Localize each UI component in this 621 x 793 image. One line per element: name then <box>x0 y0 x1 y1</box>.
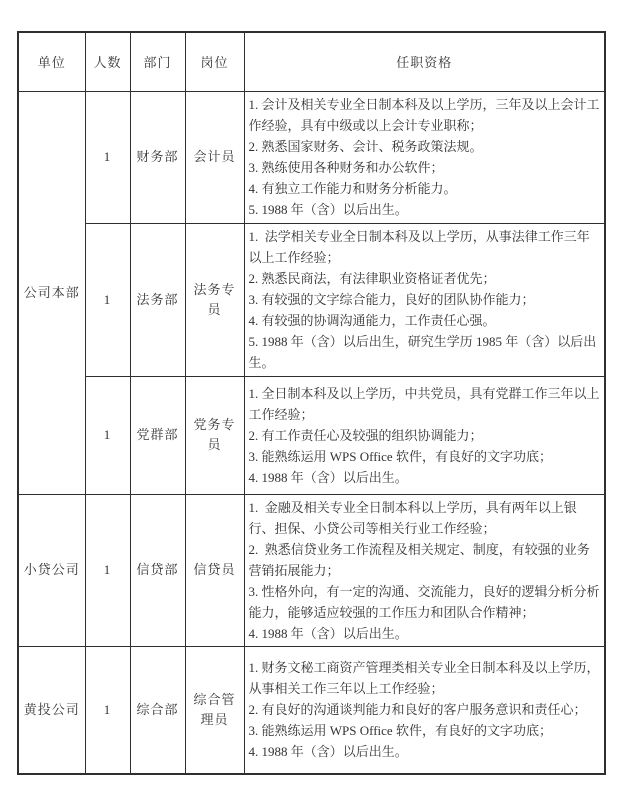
qualification-item: 2. 熟悉信贷业务工作流程及相关规定、制度，有较强的业务营销拓展能力； <box>248 541 590 578</box>
table-header-row <box>18 32 605 91</box>
table-row <box>18 91 605 223</box>
qualification-item: 2. 熟悉民商法，有法律职业资格证者优先； <box>248 271 496 286</box>
qualification-item: 3. 有较强的文字综合能力，良好的团队协作能力； <box>248 292 535 307</box>
header-cell-unit: 单位 <box>18 32 85 91</box>
qualification-item: 1. 全日制本科及以上学历，中共党员，具有党群工作三年以上工作经验； <box>248 385 600 422</box>
qualification-item: 3. 能熟练运用 WPS Office 软件，有良好的文字功底； <box>248 723 552 739</box>
table-row <box>18 646 605 774</box>
department-cell: 信贷部 <box>130 494 185 646</box>
qualification-item: 3. 性格外向，有一定的沟通、交流能力，良好的逻辑分析分析能力，能够适应较强的工作压力和团队合作精神； <box>248 583 600 620</box>
qualification-item: 4. 有独立工作能力和财务分析能力。 <box>248 181 457 196</box>
header-cell-qualifications: 任职资格 <box>244 32 605 91</box>
unit-cell: 公司本部 <box>18 91 85 494</box>
qualifications-cell <box>244 376 605 494</box>
table-row <box>18 376 605 494</box>
unit-cell: 黄投公司 <box>18 646 85 774</box>
position-cell: 党务专员 <box>185 376 244 494</box>
table-row <box>18 223 605 376</box>
qualifications-cell <box>244 494 605 646</box>
count-cell: 1 <box>85 494 130 646</box>
qualification-item: 1. 法学相关专业全日制本科及以上学历，从事法律工作三年以上工作经验； <box>248 229 590 265</box>
header-cell-count: 人数 <box>85 32 130 91</box>
position-cell: 法务专员 <box>185 223 244 376</box>
qualification-item: 2. 有工作责任心及较强的组织协调能力； <box>248 427 483 443</box>
department-cell: 法务部 <box>130 223 185 376</box>
qualifications-cell <box>244 223 605 376</box>
qualification-item: 4. 1988 年（含）以后出生。 <box>248 625 408 641</box>
qualification-item: 4. 有较强的协调沟通能力，工作责任心强。 <box>248 313 496 328</box>
department-cell: 综合部 <box>130 646 185 774</box>
qualification-item: 1. 会计及相关专业全日制本科及以上学历，三年及以上会计工作经验，具有中级或以上会计专业职称； <box>248 97 600 133</box>
unit-cell: 小贷公司 <box>18 494 85 646</box>
count-cell: 1 <box>85 91 130 223</box>
qualification-item: 5. 1988 年（含）以后出生，研究生学历 1985 年（含）以后出生。 <box>248 334 597 370</box>
qualification-item: 3. 能熟练运用 WPS Office 软件，有良好的文字功底； <box>248 448 552 464</box>
department-cell: 财务部 <box>130 91 185 223</box>
count-cell: 1 <box>85 646 130 774</box>
count-cell: 1 <box>85 223 130 376</box>
header-cell-post: 岗位 <box>185 32 244 91</box>
header-cell-dept: 部门 <box>130 32 185 91</box>
qualification-item: 2. 熟悉国家财务、会计、税务政策法规。 <box>248 139 483 154</box>
position-cell: 信贷员 <box>185 494 244 646</box>
qualifications-cell <box>244 646 605 774</box>
table-row <box>18 494 605 646</box>
qualification-item: 4. 1988 年（含）以后出生。 <box>248 469 408 485</box>
qualification-item: 5. 1988 年（含）以后出生。 <box>248 202 408 217</box>
qualification-item: 4. 1988 年（含）以后出生。 <box>248 744 408 760</box>
qualification-item: 1. 财务文秘工商资产管理类相关专业全日制本科及以上学历，从事相关工作三年以上工作经验； <box>248 660 600 697</box>
department-cell: 党群部 <box>130 376 185 494</box>
qualification-item: 2. 有良好的沟通谈判能力和良好的客户服务意识和责任心； <box>248 702 587 718</box>
qualification-item: 3. 熟练使用各种财务和办公软件； <box>248 160 444 175</box>
qualifications-cell <box>244 91 605 223</box>
table-body <box>18 91 605 774</box>
recruitment-table <box>17 31 606 775</box>
qualification-item: 1. 金融及相关专业全日制本科以上学历，具有两年以上银行、担保、小贷公司等相关行业工作经验； <box>248 499 577 536</box>
count-cell: 1 <box>85 376 130 494</box>
position-cell: 综合管理员 <box>185 646 244 774</box>
position-cell: 会计员 <box>185 91 244 223</box>
